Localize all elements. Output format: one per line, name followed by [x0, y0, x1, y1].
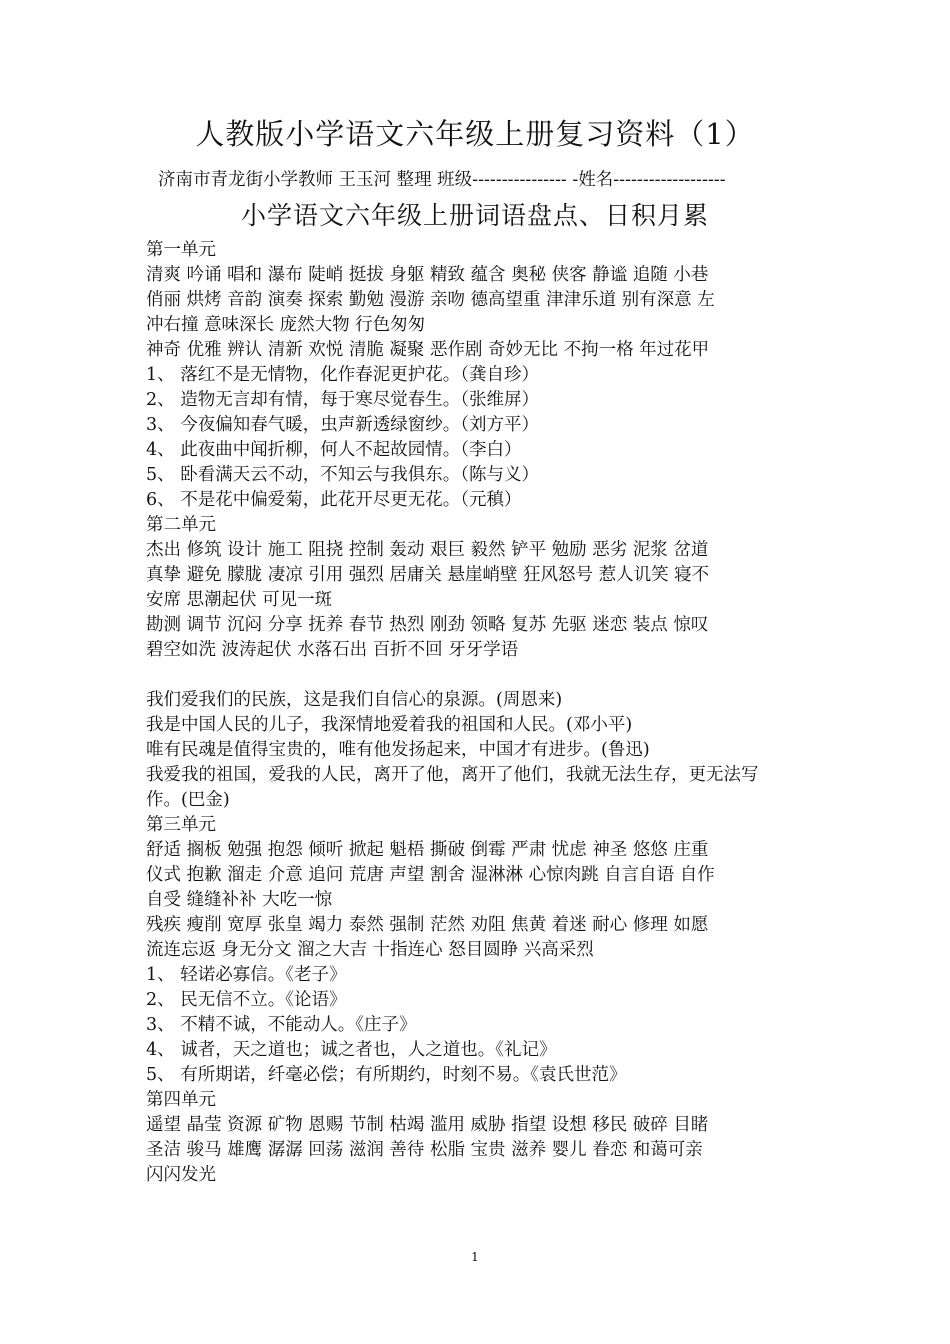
- text-line: 冲右撞 意味深长 庞然大物 行色匆匆: [146, 315, 426, 335]
- text-line: 真挚 避免 朦胧 凄凉 引用 强烈 居庸关 悬崖峭壁 狂风怒号 惹人讥笑 寝不: [146, 565, 710, 585]
- text-line: 第二单元: [146, 515, 216, 535]
- text-line: 闪闪发光: [146, 1165, 216, 1185]
- text-line: 唯有民魂是值得宝贵的，唯有他发扬起来，中国才有进步。(鲁迅): [146, 740, 650, 760]
- text-line: 清爽 吟诵 唱和 瀑布 陡峭 挺拔 身躯 精致 蕴含 奥秘 侠客 静谧 追随 小巷: [146, 265, 709, 285]
- text-line: 自受 缝缝补补 大吃一惊: [146, 890, 333, 910]
- section-heading: 小学语文六年级上册词语盘点、日积月累: [240, 201, 709, 230]
- text-line: 流连忘返 身无分文 溜之大吉 十指连心 怒目圆睁 兴高采烈: [146, 940, 594, 960]
- text-line: 3、 今夜偏知春气暖，虫声新透绿窗纱。（刘方平）: [146, 415, 539, 435]
- document-body: [146, 238, 814, 1188]
- document-title: 人教版小学语文六年级上册复习资料（1）: [195, 117, 755, 151]
- text-line: 1、 轻诺必寡信。《老子》: [146, 965, 347, 985]
- text-line: 仪式 抱歉 溜走 介意 追问 荒唐 声望 割舍 湿淋淋 心惊肉跳 自言自语 自作: [146, 865, 715, 885]
- text-line: 我是中国人民的儿子，我深情地爱着我的祖国和人民。(邓小平): [146, 715, 633, 735]
- text-line: 我爱我的祖国，爱我的人民，离开了他，离开了他们，我就无法生存，更无法写: [146, 765, 759, 785]
- text-line: 作。(巴金): [146, 790, 230, 810]
- text-line: 碧空如洗 波涛起伏 水落石出 百折不回 牙牙学语: [146, 640, 519, 660]
- text-line: 残疾 瘦削 宽厚 张皇 竭力 泰然 强制 茫然 劝阻 焦黄 着迷 耐心 修理 如愿: [146, 915, 709, 935]
- page-number: 1: [471, 1250, 479, 1264]
- blank-line: [146, 663, 814, 688]
- text-line: 我们爱我们的民族，这是我们自信心的泉源。(周恩来): [146, 690, 563, 710]
- text-line: 勘测 调节 沉闷 分享 抚养 春节 热烈 刚劲 领略 复苏 先驱 迷恋 装点 惊叹: [146, 615, 709, 635]
- text-line: 第三单元: [146, 815, 216, 835]
- text-line: 1、 落红不是无情物，化作春泥更护花。（龚自珍）: [146, 365, 539, 385]
- text-line: 神奇 优雅 辨认 清新 欢悦 清脆 凝聚 恶作剧 奇妙无比 不拘一格 年过花甲: [146, 340, 710, 360]
- text-line: 安席 思潮起伏 可见一斑: [146, 590, 333, 610]
- text-line: 杰出 修筑 设计 施工 阻挠 控制 轰动 艰巨 毅然 铲平 勉励 恶劣 泥浆 岔道: [146, 540, 709, 560]
- text-line: 第一单元: [146, 240, 216, 260]
- text-line: 5、 有所期诺，纤毫必偿；有所期约，时刻不易。《袁氏世范》: [146, 1065, 627, 1085]
- text-line: 5、 卧看满天云不动，不知云与我俱东。（陈与义）: [146, 465, 539, 485]
- text-line: 2、 造物无言却有情，每于寒尽觉春生。（张维屏）: [146, 390, 539, 410]
- text-line: 6、 不是花中偏爱菊，此花开尽更无花。（元稹）: [146, 490, 522, 510]
- author-and-student-info-line: 济南市青龙街小学教师 王玉河 整理 班级---------------- -姓名-------------------: [158, 170, 726, 190]
- text-line: 舒适 搁板 勉强 抱怨 倾听 掀起 魁梧 撕破 倒霉 严肃 忧虑 神圣 悠悠 庄重: [146, 840, 709, 860]
- text-line: 4、 此夜曲中闻折柳，何人不起故园情。（李白）: [146, 440, 522, 460]
- text-line: 第四单元: [146, 1090, 216, 1110]
- text-line: 圣洁 骏马 雄鹰 潺潺 回荡 滋润 善待 松脂 宝贵 滋养 婴儿 眷恋 和蔼可亲: [146, 1140, 703, 1160]
- text-line: 俏丽 烘烤 音韵 演奏 探索 勤勉 漫游 亲吻 德高望重 津津乐道 别有深意 左: [146, 290, 715, 310]
- text-line: 2、 民无信不立。《论语》: [146, 990, 347, 1010]
- text-line: 遥望 晶莹 资源 矿物 恩赐 节制 枯竭 滥用 威胁 指望 设想 移民 破碎 目睹: [146, 1115, 709, 1135]
- text-line: 3、 不精不诚，不能动人。《庄子》: [146, 1015, 417, 1035]
- text-line: 4、 诚者，天之道也；诚之者也，人之道也。《礼记》: [146, 1040, 557, 1060]
